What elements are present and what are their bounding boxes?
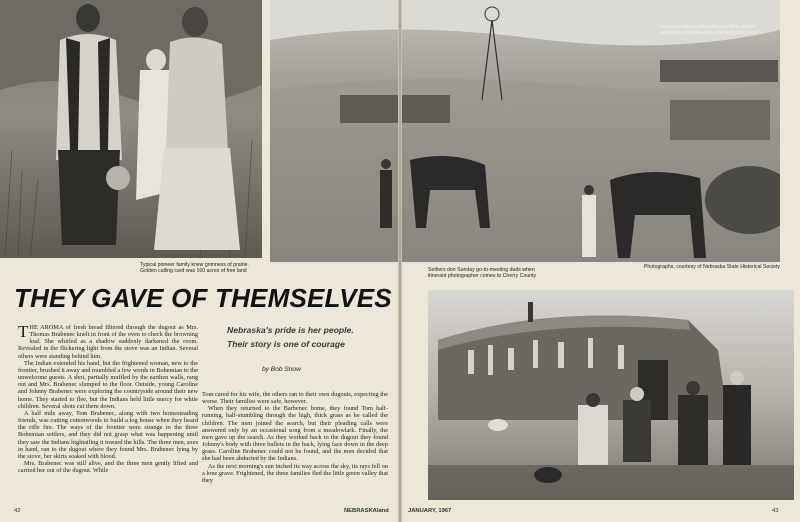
article-headline: THEY GAVE OF THEMSELVES [14,283,392,313]
tagline-line-2: Their story is one of courage [227,339,345,349]
article-column-2 [202,391,388,484]
drop-cap: T [18,322,29,341]
article-column-1 [18,324,198,474]
inset-caption-line-2: windmills, equipment as farming prospered [660,30,759,37]
paragraph-text: HE AROMA of fresh bread filtered through the dugout as Mrs. Thomas Brabenec knelt in front of the oven to check the browning loaf. She whirled as a shadow suddenly darkened the room. Revealed in the flickering light from the stove was an Indian. Several others were standing behind him. [18,324,198,360]
article-paragraph: As the next morning's sun inched its way across the sky, its rays fell on a lone grave. Frightened, the three families fled the little green valley that they [202,462,388,484]
sodhouse-group-photo [428,290,794,500]
photo-credit-text: Photographs, courtesy of Nebraska State Historical Society [643,264,780,270]
article-paragraph: Tom cared for his wife, the others ran to their own dugouts, expecting the worse. Their families were safe, however. [202,391,388,406]
family-caption-line-1: Typical pioneer family knew grimness of prairie. [140,262,249,268]
left-page-number: 42 [14,508,21,514]
article-paragraph: When they returned to the Barbenec home, they found Tom half-running, half-stumbling through the high, thick grass as he called the children. The men joined the search, but their pleading calls were answered only by an occasional song from a meadowlark. Finally, the men gave up the search. As they worked back to the dugout they found Johnny's body with three bullets in the back, lying face down in the deep grass. Caroline Brabenec could not be found, and the men decided that she had been abducted by the Indians. [202,405,388,463]
article-tagline [227,323,387,351]
settlers-horses-photo [270,0,780,262]
settlers-caption-line-2: itinerant photographer comes to Cherry County [428,273,537,280]
article-paragraph: Mrs. Brabenec was still alive, and the three men gently lifted and carried her out of the dugout. While [18,459,198,475]
settlers-photo-caption [428,267,588,280]
issue-date: JANUARY, 1967 [408,508,452,514]
family-photo-caption [140,262,270,275]
family-caption-line-2: Golden calling card was 160 acres of free land [140,268,247,275]
settlers-caption-line-1: Settlers don Sunday go-to-meeting duds when [428,267,535,273]
pioneer-family-photo [0,0,262,258]
photo-credit [610,264,780,270]
article-paragraph: The Indian extended his hand, but the frightened woman, new to the frontier, brushed it away and mumbled a few words in Bohemian to the unwelcome guests. A shot, partially muffled by the earthen walls, rang out and Mrs. Brabenec slumped to the floor. Outside, young Caroline and Johnny Brabenec were exploring the countryside around their new home. They started to flee, but the Indians held little mercy for white children. Several shots cut them down. [18,359,198,410]
inset-caption-line-1: Homesteaders built sodhouse first, added [660,24,756,30]
right-page-number: 43 [772,508,779,514]
magazine-name: NEBRASKAland [344,508,389,514]
article-byline: by Bob Snow [262,366,301,373]
tagline-line-1: Nebraska's pride is her people. [227,325,354,335]
article-paragraph: A half mile away, Tom Brabenec, along with two homesteading friends, was cutting cottonwoods to build a log house when they heard the rifle fire. The ways of the frontier were strange to the three Bohemian settlers, and they did not grasp what was happening until they saw the Indians hightailing it toward the hills. The three men, axes in hand, ran to the dugout where they found Mrs. Brabenec lying by the stove, her skirts soaked with blood. [18,409,199,460]
page-gutter [398,0,402,522]
article-paragraph [18,324,198,360]
sodhouse-inset-caption [660,24,780,37]
